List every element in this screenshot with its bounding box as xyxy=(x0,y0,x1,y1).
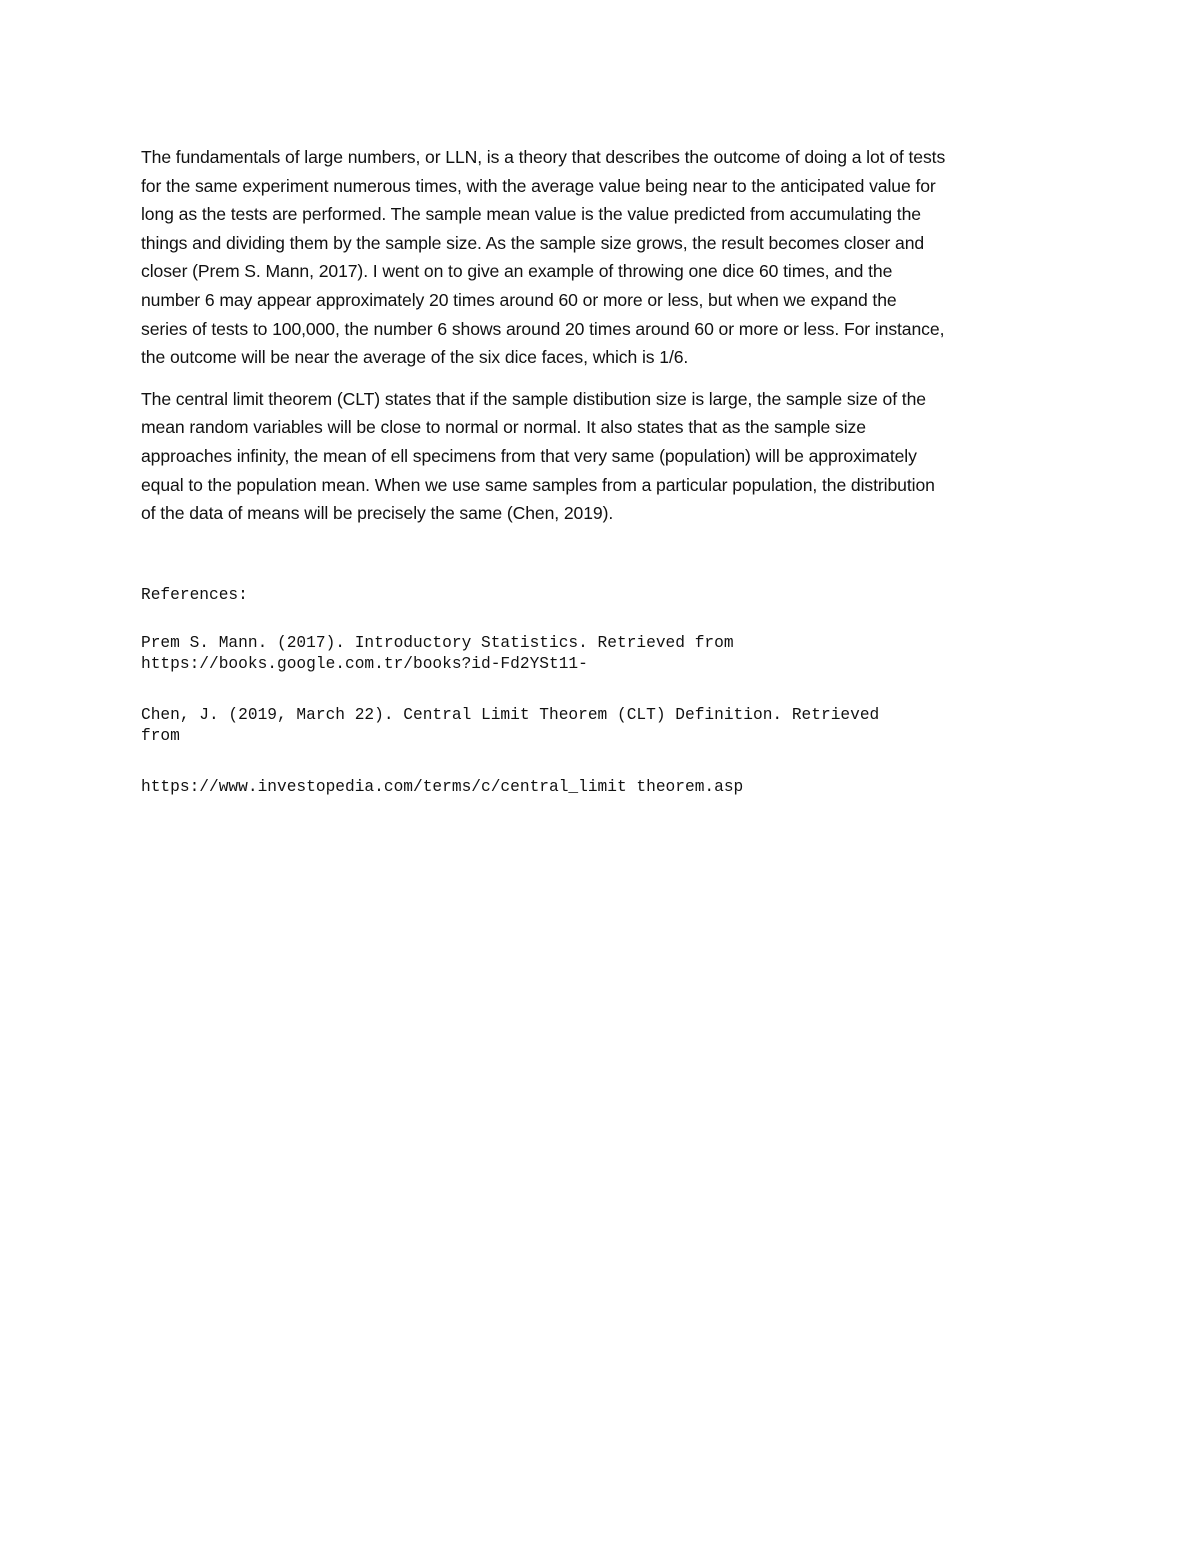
text-line: things and dividing them by the sample size. As the sample size grows, the result becomes closer and xyxy=(141,232,925,253)
reference-url: https://books.google.com.tr/books?id-Fd2YSt11- xyxy=(141,655,588,673)
text-line: The fundamentals of large numbers, or LLN, is a theory that describes the outcome of doing a lot of tests xyxy=(141,147,946,167)
text-line: long as the tests are performed. The sample mean value is the value predicted from accumulating the xyxy=(141,204,921,225)
text-line: the outcome will be near the average of the six dice faces, which is 1/6. xyxy=(141,347,689,368)
reference-url: https://www.investopedia.com/terms/c/central_limit theorem.asp xyxy=(141,778,744,796)
text-line: The central limit theorem (CLT) states that if the sample distibution size is large, the sample size of the xyxy=(141,388,926,409)
text-line: approaches infinity, the mean of ell specimens from that very same (population) will be approximately xyxy=(141,445,917,466)
text-line: equal to the population mean. When we use same samples from a particular population, the distribution xyxy=(141,474,935,495)
paragraph-lln xyxy=(141,143,1066,372)
text-line: of the data of means will be precisely the same (Chen, 2019). xyxy=(141,503,614,524)
references-section xyxy=(141,585,1071,828)
paragraph-clt xyxy=(141,385,1066,528)
text-line: closer (Prem S. Mann, 2017). I went on to give an example of throwing one dice 60 times, and the xyxy=(141,261,893,282)
body-text xyxy=(141,143,1066,541)
reference-entry-url xyxy=(141,777,1071,798)
text-line: series of tests to 100,000, the number 6 shows around 20 times around 60 or more or less. For instance, xyxy=(141,318,945,339)
text-line: for the same experiment numerous times, with the average value being near to the anticipated value for xyxy=(141,175,936,196)
text-line: mean random variables will be close to normal or normal. It also states that as the sample size xyxy=(141,417,866,438)
reference-line: Chen, J. (2019, March 22). Central Limit Theorem (CLT) Definition. Retrieved xyxy=(141,706,880,724)
references-heading: References: xyxy=(141,586,248,604)
reference-entry-mann xyxy=(141,633,1071,675)
text-line: number 6 may appear approximately 20 times around 60 or more or less, but when we expand the xyxy=(141,289,897,310)
reference-entry-chen xyxy=(141,705,1071,747)
reference-line: from xyxy=(141,727,180,745)
reference-line: Prem S. Mann. (2017). Introductory Statistics. Retrieved from xyxy=(141,634,734,652)
